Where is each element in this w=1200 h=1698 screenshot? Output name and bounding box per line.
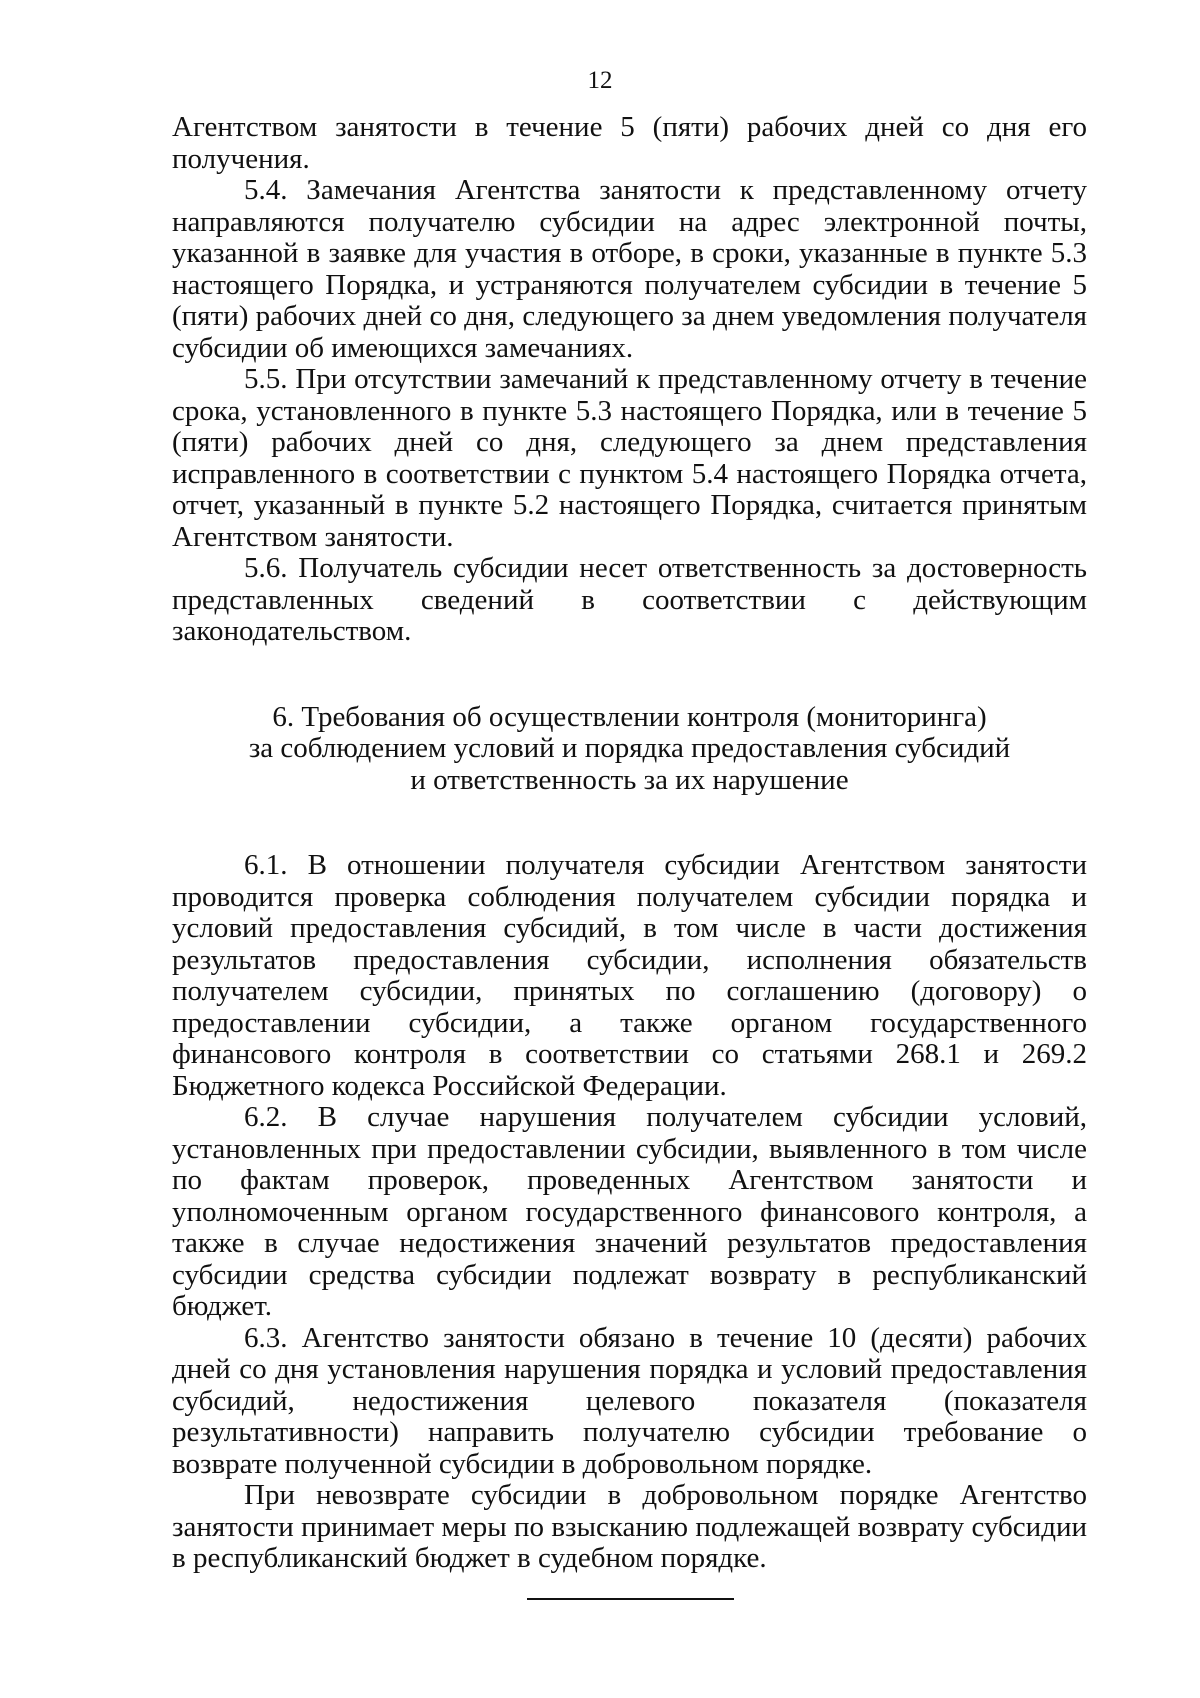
section-6-heading-line-2: за соблюдением условий и порядка предоставления субсидий [248,732,1011,764]
end-of-document-rule [527,1598,734,1600]
paragraph-6-3-continuation: При невозврате субсидии в добровольном порядке Агентство занятости принимает меры по взысканию подлежащей возврату субсидии в республиканский бюджет в судебном порядке. [172,1479,1087,1574]
paragraph-5-3-continuation: Агентством занятости в течение 5 (пяти) рабочих дней со дня его получения. [172,111,1087,175]
page-number: 12 [587,67,613,94]
document-body [172,112,1087,1575]
paragraph-6-2: 6.2. В случае нарушения получателем субсидии условий, установленных при предоставлении субсидии, выявленного в том числе по фактам проверок, проведенных Агентством занятости и уполномоченным органом государственного финансового контроля, а также в случае недостижения значений результатов предоставления субсидии средства субсидии подлежат возврату в республиканский бюджет. [172,1101,1087,1322]
section-6-heading-line-1: 6. Требования об осуществлении контроля (мониторинга) [272,700,987,733]
paragraph-5-4: 5.4. Замечания Агентства занятости к представленному отчету направляются получателю субсидии на адрес электронной почты, указанной в заявке для участия в отборе, в сроки, указанные в пункте 5.3 настоящего Порядка, и устраняются получателем субсидии в течение 5 (пяти) рабочих дней со дня, следующего за днем уведомления получателя субсидии об имеющихся замечаниях. [172,174,1087,364]
paragraph-6-1: 6.1. В отношении получателя субсидии Агентством занятости проводится проверка соблюдения получателем субсидии порядка и условий предоставления субсидий, в том числе в части достижения результатов предоставления субсидии, исполнения обязательств получателем субсидии, принятых по соглашению (договору) о предоставлении субсидии, а также органом государственного финансового контроля в соответствии со статьями 268.1 и 269.2 Бюджетного кодекса Российской Федерации. [172,849,1087,1102]
paragraph-6-3: 6.3. Агентство занятости обязано в течение 10 (десяти) рабочих дней со дня установления нарушения порядка и условий предоставления субсидий, недостижения целевого показателя (показателя результативности) направить получателю субсидии требование о возврате полученной субсидии в добровольном порядке. [172,1321,1087,1480]
section-6-heading-line-3: и ответственность за их нарушение [410,763,849,796]
paragraph-5-5: 5.5. При отсутствии замечаний к представленному отчету в течение срока, установленного в пункте 5.3 настоящего Порядка, или в течение 5 (пяти) рабочих дней со дня, следующего за днем представления исправленного в соответствии с пунктом 5.4 настоящего Порядка отчета, отчет, указанный в пункте 5.2 настоящего Порядка, считается принятым Агентством занятости. [172,363,1087,553]
section-6-heading [172,702,1087,797]
paragraph-5-6: 5.6. Получатель субсидии несет ответственность за достоверность представленных сведений в соответствии с действующим законодательством. [172,552,1087,647]
